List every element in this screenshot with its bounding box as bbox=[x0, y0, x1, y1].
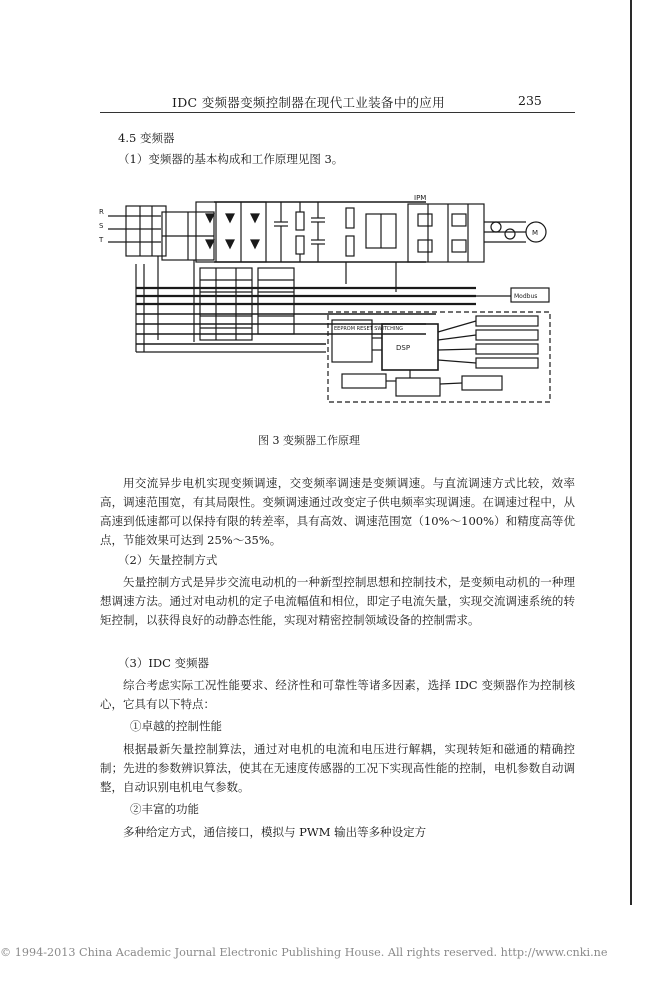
heading-idc-inverter: （3）IDC 变频器 bbox=[118, 656, 210, 670]
feature-1-title: ①卓越的控制性能 bbox=[130, 719, 222, 733]
figure-caption: 图 3 变频器工作原理 bbox=[258, 434, 360, 447]
copyright-footer: © 1994-2013 China Academic Journal Electronic Publishing House. All rights reserved. http://www.cnki.ne bbox=[0, 946, 608, 959]
page-number: 235 bbox=[518, 93, 542, 108]
feature-2-title: ②丰富的功能 bbox=[130, 802, 199, 816]
input-label-s: S bbox=[99, 222, 104, 230]
motor-label: M bbox=[532, 229, 539, 237]
dsp-label: DSP bbox=[396, 344, 411, 352]
input-label-t: T bbox=[99, 236, 104, 244]
page-edge-rule bbox=[630, 0, 632, 905]
section-intro: （1）变频器的基本构成和工作原理见图 3。 bbox=[118, 152, 344, 166]
paragraph-3: 综合考虑实际工况性能要求、经济性和可靠性等诸多因素，选择 IDC 变频器作为控制核心，它具有以下特点： bbox=[100, 678, 575, 711]
paragraph-5: 多种给定方式，通信接口，模拟与 PWM 输出等多种设定方 bbox=[123, 825, 427, 839]
heading-vector-control: （2）矢量控制方式 bbox=[118, 553, 218, 567]
header-rule bbox=[100, 112, 575, 113]
running-header: IDC 变频器变频控制器在现代工业装备中的应用 bbox=[172, 95, 445, 110]
figure-3-circuit-diagram bbox=[96, 192, 556, 412]
paragraph-2: 矢量控制方式是异步交流电动机的一种新型控制思想和控制技术，是变频电动机的一种理想调速方法。通过对电动机的定子电流幅值和相位，即定子电流矢量，实现交流调速系统的转矩控制，以获得良好的动静态性能，实现对精密控制领域设备的控制需求。 bbox=[100, 575, 575, 627]
paragraph-4: 根据最新矢量控制算法，通过对电机的电流和电压进行解耦，实现转矩和磁通的精确控制；先进的参数辨识算法，使其在无速度传感器的工况下实现高性能的控制，电机参数自动调整，自动识别电机电气参数。 bbox=[100, 742, 575, 794]
eeprom-label: EEPROM RESET SWITCHING bbox=[334, 326, 403, 332]
comm-label: Modbus bbox=[514, 293, 538, 300]
paragraph-1: 用交流异步电机实现变频调速，交变频率调速是变频调速。与直流调速方式比较，效率高，调速范围宽，有其局限性。变频调速通过改变定子供电频率实现调速。在调速过程中，从高速到低速都可以保持有限的转差率，具有高效、调速范围宽（10%～100%）和精度高等优点，节能效果可达到 25%～35%。 bbox=[100, 476, 575, 547]
ipm-label: IPM bbox=[414, 194, 427, 202]
section-title: 4.5 变频器 bbox=[118, 131, 175, 145]
input-label-r: R bbox=[99, 208, 104, 216]
